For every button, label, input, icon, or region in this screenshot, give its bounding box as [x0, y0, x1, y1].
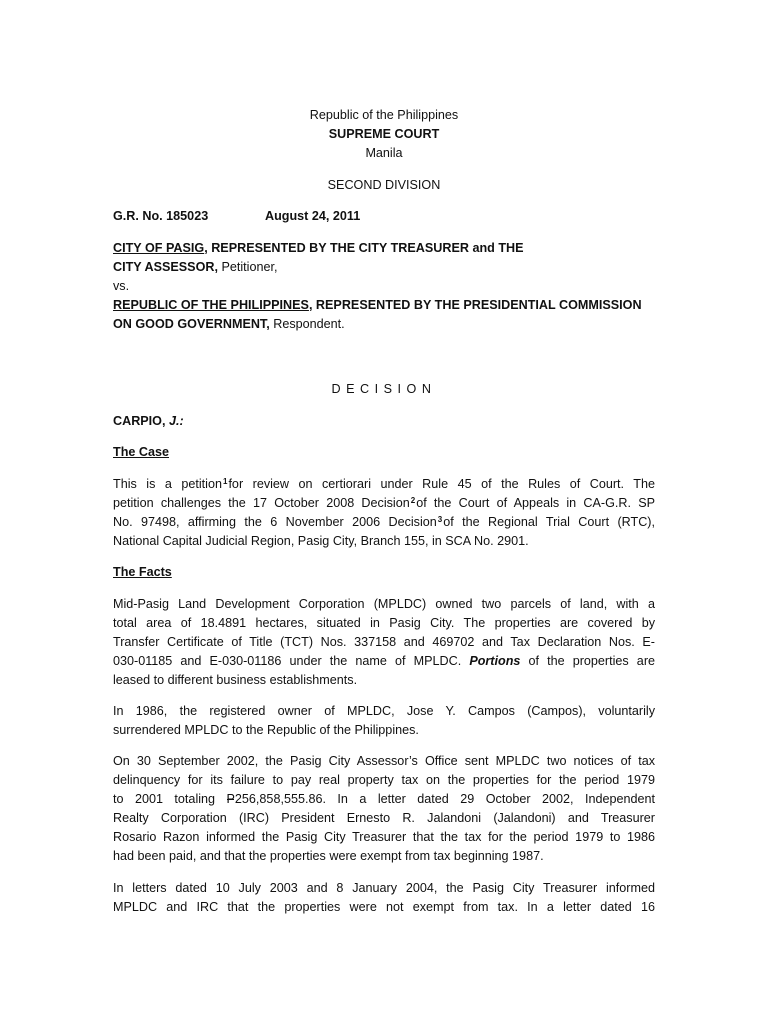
gr-number: G.R. No. 185023 [113, 209, 209, 223]
facts-paragraph-3: On 30 September 2002, the Pasig City Assessor’s Office sent MPLDC two notices of tax delinquency for its failure to pay real property tax on the properties for the period 1979 to 2001 totaling P256,858,555.86. In a letter dated 29 October 2002, Independent Realty Corporation (IRC) President Ernesto R. Jalandoni (Jalandoni) and Treasurer Rosario Razon informed the Pasig City Treasurer that the tax for the period 1979 to 1986 had been paid, and that the properties were exempt from tax beginning 1987. [113, 754, 655, 863]
case-paragraph: This is a petition$^1$for review on certiorari under Rule 45 of the Rules of Court. The petition challenges the 17 October 2008 Decision$^2$of the Court of Appeals in CA-G.R. SP No. 97498, affirming the 6 November 2006 Decision$^3$of the Regional Trial Court (RTC), National Capital Judicial Region, Pasig City, Branch 155, in SCA No. 2901. [113, 477, 656, 548]
respondent-role: Respondent. [273, 317, 345, 331]
facts-paragraph-4: In letters dated 10 July 2003 and 8 January 2004, the Pasig City Treasurer informed MPLDC and IRC that the properties were not exempt from tax. In a letter dated 16 [113, 881, 655, 914]
respondent-name: REPUBLIC OF THE PHILIPPINES [113, 298, 309, 312]
petitioner-representation: , REPRESENTED BY THE CITY TREASURER and THE CITY ASSESSOR, [113, 241, 524, 274]
facts-paragraph-2: In 1986, the registered owner of MPLDC, Jose Y. Campos (Campos), voluntarily surrendered MPLDC to the Republic of the Philippines. [113, 704, 655, 737]
footnote-1: 1 [222, 477, 228, 486]
country-heading: Republic of the Philippines [309, 108, 459, 122]
petitioner-caption [113, 239, 553, 277]
footnote-2: 2 [410, 496, 416, 505]
respondent-representation: , REPRESENTED BY THE PRESIDENTIAL COMMISSION ON GOOD GOVERNMENT, [113, 298, 642, 331]
city-heading: Manila [365, 146, 403, 160]
footnote-3: 3 [437, 515, 443, 524]
decision-title: DECISION [331, 382, 437, 396]
peso-sign: P [227, 790, 235, 809]
court-heading: SUPREME COURT [328, 127, 440, 141]
division-heading: SECOND DIVISION [327, 178, 441, 192]
case-heading: The Case [113, 445, 169, 459]
respondent-caption [113, 296, 658, 334]
petitioner-role: Petitioner, [221, 260, 278, 274]
facts-heading: The Facts [113, 565, 172, 579]
facts-paragraph-1: Mid-Pasig Land Development Corporation (MPLDC) owned two parcels of land, with a total area of 18.4891 hectares, situated in Pasig City. The properties are covered by Transfer Certificate of Title (TCT) Nos. 337158 and 469702 and Tax Declaration Nos. E- 030-01185 and E-030-01186 under the name of MPLDC. Portions of the properties are leased to different business establishments. [113, 597, 656, 687]
ponente: CARPIO, J.: [113, 414, 184, 428]
case-number-line [113, 207, 655, 226]
decision-date: August 24, 2011 [265, 209, 361, 223]
versus-label: vs. [113, 279, 130, 293]
petitioner-name: CITY OF PASIG [113, 241, 205, 255]
